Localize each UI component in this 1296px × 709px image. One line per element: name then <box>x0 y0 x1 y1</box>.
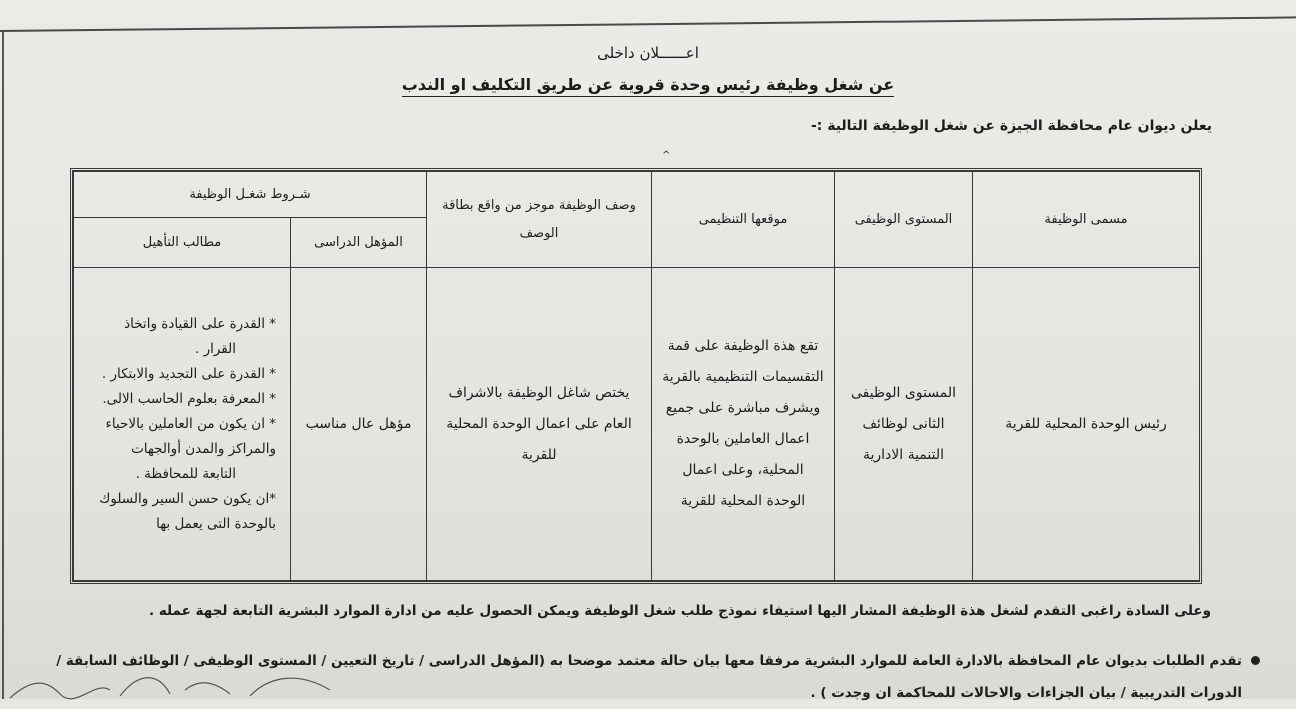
submission-text: تقدم الطلبات بديوان عام المحافظة بالادارة العامة للموارد البشرية مرفقا معها بيان حالة معتمد موضحا به (المؤهل الدراسى / تاريخ التعيين / المستوى الوظيفى / الوظائف السابقة / الدورات التدريبية / بيان الجزاءات والاحالات للمحاكمة ان وجدت ) . <box>56 653 1242 701</box>
cell-requirements <box>74 268 291 581</box>
bullet-icon <box>1251 656 1260 665</box>
requirement-line: * ان يكون من العاملين بالاحياء <box>105 415 276 432</box>
job-table <box>70 168 1202 584</box>
header-qualification: المؤهل الدراسى <box>291 218 427 268</box>
cell-qualification: مؤهل عال مناسب <box>291 268 427 581</box>
top-border-line <box>0 16 1296 32</box>
requirement-line: * القدرة على التجديد والابتكار . <box>101 365 276 382</box>
requirement-line: *ان يكون حسن السير والسلوك <box>99 490 276 507</box>
left-border-line <box>2 32 4 699</box>
subject-text: عن شغل وظيفة رئيس وحدة قروية عن طريق التكليف او الندب <box>402 75 894 97</box>
header-org-position: موقعها التنظيمى <box>652 172 835 268</box>
header-job-level: المستوى الوظيفى <box>835 172 973 268</box>
header-job-title: مسمى الوظيفة <box>973 172 1200 268</box>
announcement-subject <box>0 75 1296 94</box>
cell-description: يختص شاغل الوظيفة بالاشراف العام على اعمال الوحدة المحلية للقرية <box>427 268 652 581</box>
requirement-line: * المعرفة بعلوم الحاسب الالى. <box>102 390 276 407</box>
cell-job-title: رئيس الوحدة المحلية للقرية <box>973 268 1200 581</box>
application-note: وعلى السادة راغبى التقدم لشغل هذة الوظيفة المشار اليها استيفاء نموذج طلب شغل الوظيفة ويمكن الحصول عليه من ادارة الموارد البشرية التابعة لجهة عمله . <box>149 603 1211 619</box>
announcement-heading: اعــــــلان داخلى <box>597 44 699 62</box>
header-description: وصف الوظيفة موجز من واقع بطاقة الوصف <box>427 172 652 268</box>
stray-mark: ^ <box>662 150 671 161</box>
requirement-line: والمراكز والمدن أوالجهات <box>131 440 276 457</box>
header-conditions: شـروط شغـل الوظيفة <box>74 172 427 218</box>
requirement-line: بالوحدة التى يعمل بها <box>156 515 276 532</box>
requirement-line: التابعة للمحافظة . <box>135 465 236 482</box>
announcement-intro: يعلن ديوان عام محافظة الجيزة عن شغل الوظيفة التالية :- <box>810 118 1212 134</box>
cell-job-level: المستوى الوظيفى الثانى لوظائف التنمية الادارية <box>835 268 973 581</box>
requirement-line: * القدرة على القيادة واتخاذ <box>124 315 276 332</box>
requirement-line: القرار . <box>195 340 236 357</box>
header-requirements: مطالب التأهيل <box>74 218 291 268</box>
handwritten-signature <box>0 660 340 700</box>
cell-org-position: تقع هذة الوظيفة على قمة التقسيمات التنظيمية بالقرية ويشرف مباشرة على جميع اعمال العاملين بالوحدة المحلية، وعلى اعمال الوحدة المحلية للقرية <box>652 268 835 581</box>
